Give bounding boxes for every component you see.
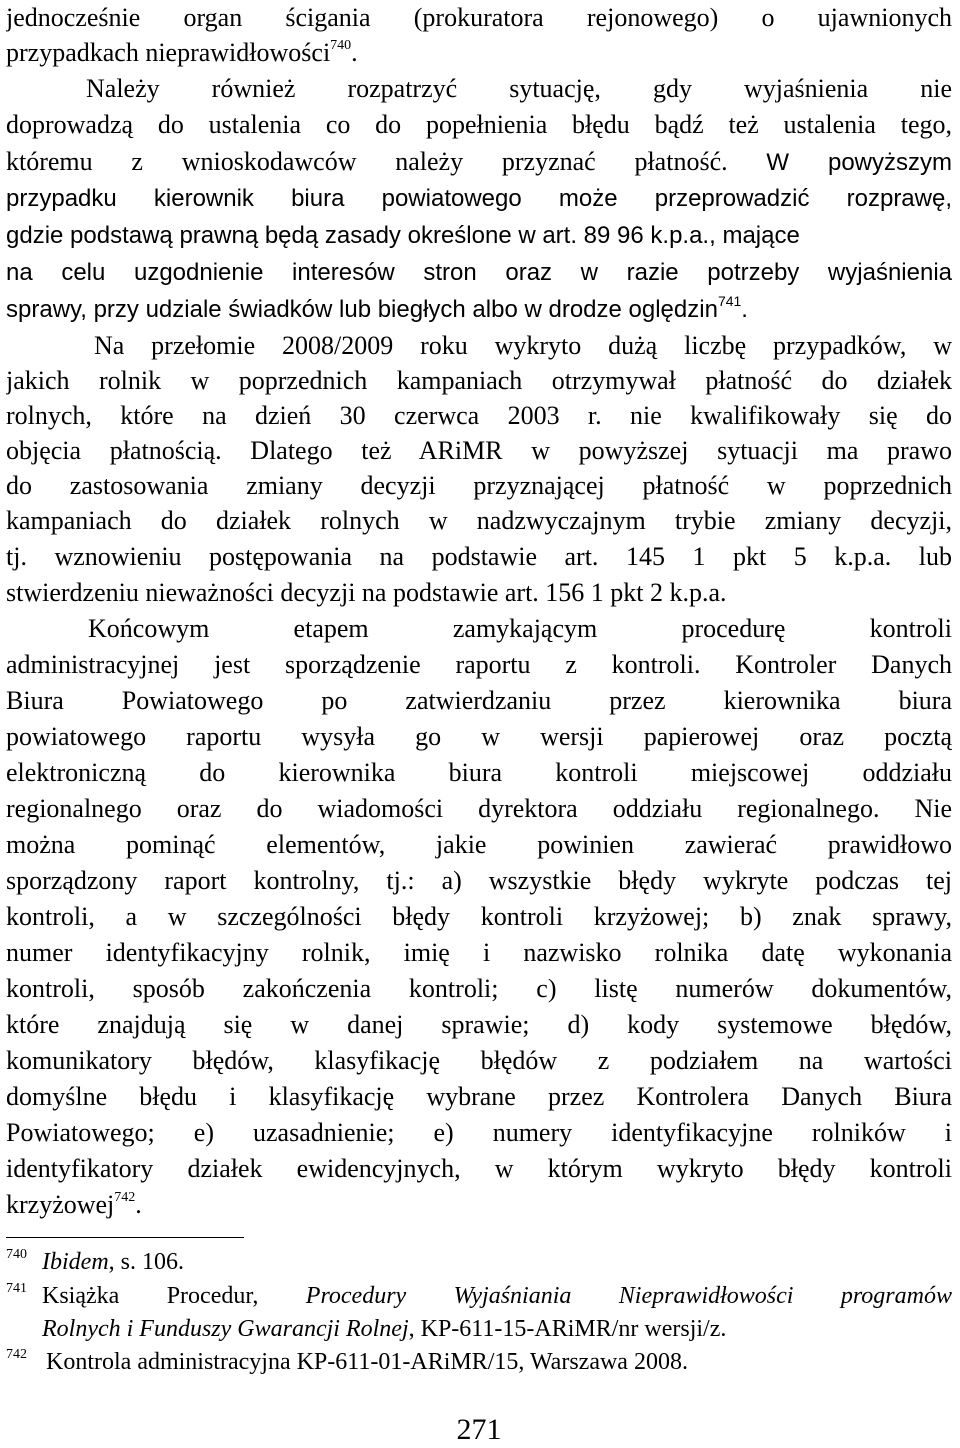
- paragraph-start: Należy również rozpatrzyć sytuację, gdy wyjaśnienia nie: [86, 74, 952, 103]
- text-line: domyślne błędu i klasyfikację wybrane przez Kontrolera Danych Biura: [6, 1082, 952, 1111]
- footnote-ref-741[interactable]: 741: [717, 293, 742, 309]
- text-line: tj. wznowieniu postępowania na podstawie art. 145 1 pkt 5 k.p.a. lub: [6, 542, 952, 571]
- text-line: administracyjnej jest sporządzenie raportu z kontroli. Kontroler Danych: [6, 650, 952, 679]
- text-line: objęcia płatnością. Dlatego też ARiMR w powyższej sytuacji ma prawo: [6, 436, 952, 465]
- text-line: regionalnego oraz do wiadomości dyrektora oddziału regionalnego. Nie: [6, 794, 952, 823]
- text-line: przypadku kierownik biura powiatowego może przeprowadzić rozprawę,: [6, 185, 952, 212]
- text-line: stwierdzeniu nieważności decyzji na podstawie art. 156 1 pkt 2 k.p.a.: [6, 578, 727, 607]
- text-line: krzyżowej$^{742}$.: [6, 1190, 142, 1219]
- text-line: na celu uzgodnienie interesów stron oraz w razie potrzeby wyjaśnienia: [6, 259, 952, 286]
- text-line: kontroli, sposób zakończenia kontroli; c) listę numerów dokumentów,: [6, 974, 952, 1003]
- footnote-742: 742 Kontrola administracyjna KP-611-01-ARiMR/15, Warszawa 2008.: [6, 1346, 952, 1378]
- text-line: kontroli, a w szczególności błędy kontroli krzyżowej; b) znak sprawy,: [6, 902, 952, 931]
- text-line: jakich rolnik w poprzednich kampaniach otrzymywał płatność do działek: [6, 366, 952, 395]
- footnote-ref-742[interactable]: 742: [114, 1190, 136, 1206]
- paragraph-start: Na przełomie 2008/2009 roku wykryto dużą liczbę przypadków, w: [94, 331, 952, 360]
- text-line: kampaniach do działek rolnych w nadzwyczajnym trybie zmiany decyzji,: [6, 506, 952, 535]
- text-line: któremu z wnioskodawców należy przyznać płatność. W powyższym: [6, 147, 952, 176]
- footnote-number: 742: [6, 1347, 27, 1362]
- text-line: identyfikatory działek ewidencyjnych, w którym wykryto błędy kontroli: [6, 1154, 952, 1183]
- text-line: Biura Powiatowego po zatwierdzaniu przez kierownika biura: [6, 686, 952, 715]
- text-line: można pominąć elementów, jakie powinien zawierać prawidłowo: [6, 830, 952, 859]
- text-line: Powiatowego; e) uzasadnienie; e) numery identyfikacyjne rolników i: [6, 1118, 952, 1147]
- page-number: 271: [456, 1413, 502, 1446]
- text-line: komunikatory błędów, klasyfikację błędów z podziałem na wartości: [6, 1046, 952, 1075]
- text-line: elektroniczną do kierownika biura kontroli miejscowej oddziału: [6, 758, 952, 787]
- text-line: numer identyfikacyjny rolnik, imię i nazwisko rolnika datę wykonania: [6, 938, 952, 967]
- text-line: przypadkach nieprawidłowości$^{740}$.: [6, 38, 358, 67]
- text-line: doprowadzą do ustalenia co do popełnienia błędu bądź też ustalenia tego,: [6, 110, 952, 139]
- footnote-number: 740: [6, 1247, 27, 1262]
- text-line: gdzie podstawą prawną będą zasady określone w art. 89 96 k.p.a., mające: [6, 222, 800, 249]
- footnote-number: 741: [6, 1281, 27, 1296]
- footnote-741: 741 Książka Procedur, Procedury Wyjaśniania Nieprawidłowości programów: [6, 1280, 952, 1312]
- text-line: powiatowego raportu wysyła go w wersji papierowej oraz pocztą: [6, 722, 952, 751]
- footnote-740: 740 Ibidem, s. 106.: [6, 1246, 952, 1278]
- paragraph-start: Końcowym etapem zamykającym procedurę kontroli: [88, 614, 952, 643]
- text-line: sprawy, przy udziale świadków lub biegłych albo w drodze oględzin$^{741}$.: [6, 293, 748, 323]
- text-line: jednocześnie organ ścigania (prokuratora rejonowego) o ujawnionych: [6, 3, 952, 32]
- text-line: sporządzony raport kontrolny, tj.: a) wszystkie błędy wykryte podczas tej: [6, 866, 952, 895]
- footnote-741-cont: Rolnych i Funduszy Gwarancji Rolnej, KP-611-15-ARiMR/nr wersji/z.: [42, 1316, 727, 1342]
- text-line: które znajdują się w danej sprawie; d) kody systemowe błędów,: [6, 1010, 952, 1039]
- footnote-ref-740[interactable]: 740: [330, 38, 352, 54]
- footnote-separator: [6, 1237, 244, 1238]
- text-line: rolnych, które na dzień 30 czerwca 2003 r. nie kwalifikowały się do: [6, 401, 952, 430]
- text-line: do zastosowania zmiany decyzji przyznającej płatność w poprzednich: [6, 471, 952, 500]
